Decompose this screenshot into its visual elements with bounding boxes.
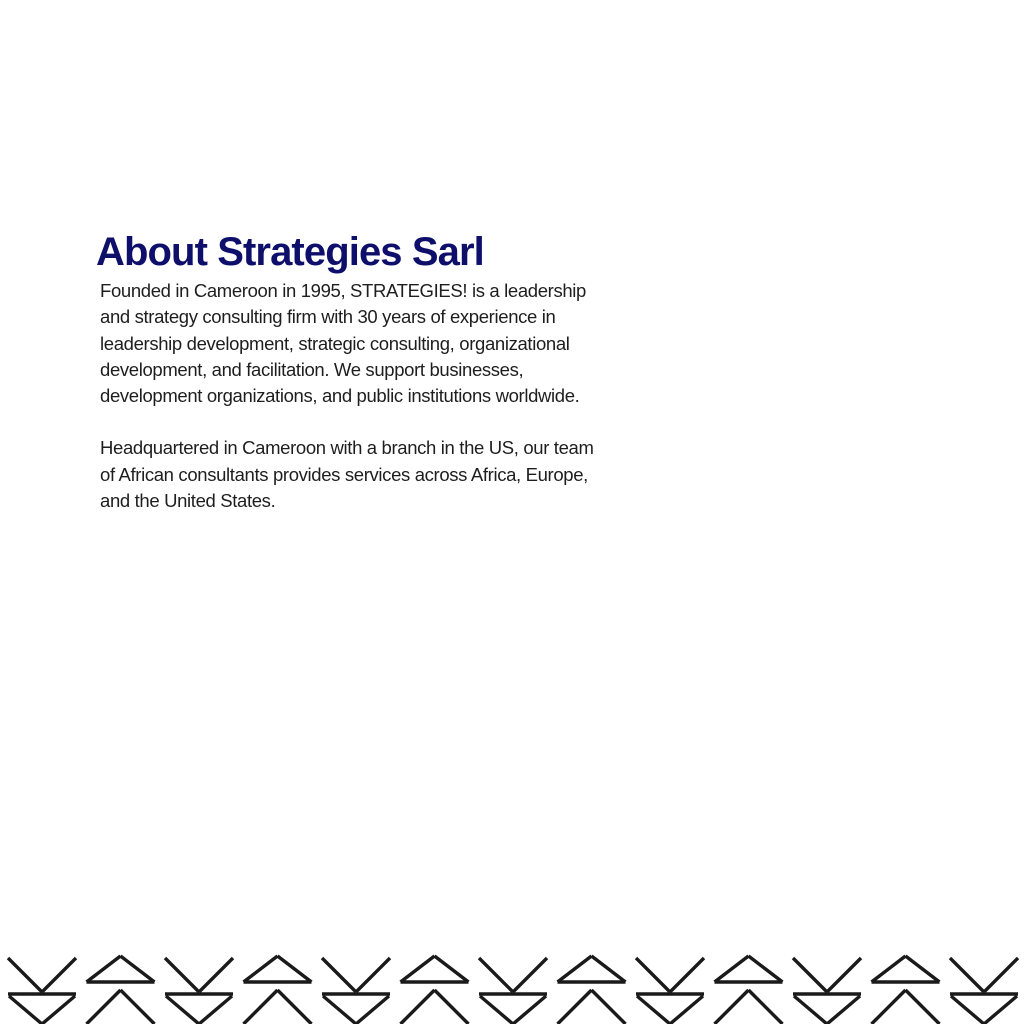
paragraph-line: and strategy consulting firm with 30 years of experience in xyxy=(100,306,556,328)
chevron-down-motif xyxy=(479,958,547,1024)
chevron-down-motif xyxy=(636,958,704,1024)
paragraph-line: development organizations, and public institutions worldwide. xyxy=(100,385,580,407)
paragraph-line: Headquartered in Cameroon with a branch in the US, our team xyxy=(100,437,594,459)
paragraph-spacer xyxy=(96,409,676,435)
chevron-up-motif xyxy=(715,956,783,1024)
chevron-border-pattern xyxy=(0,952,1024,1024)
chevron-up-motif xyxy=(872,956,940,1024)
about-section xyxy=(96,226,676,514)
chevron-down-motif xyxy=(322,958,390,1024)
chevron-down-motif xyxy=(950,958,1018,1024)
chevron-up-motif xyxy=(401,956,469,1024)
paragraph-line: leadership development, strategic consulting, organizational xyxy=(100,332,570,354)
chevron-up-motif xyxy=(244,956,312,1024)
paragraph-line: of African consultants provides services across Africa, Europe, xyxy=(100,463,588,485)
chevron-down-motif xyxy=(793,958,861,1024)
chevron-down-motif xyxy=(165,958,233,1024)
paragraph-line: development, and facilitation. We support businesses, xyxy=(100,358,524,380)
chevron-down-motif xyxy=(8,958,76,1024)
chevron-up-motif xyxy=(87,956,155,1024)
location-paragraph xyxy=(96,435,676,514)
paragraph-line: Founded in Cameroon in 1995, STRATEGIES! is a leadership xyxy=(100,280,586,301)
chevron-up-motif xyxy=(558,956,626,1024)
intro-paragraph xyxy=(96,278,676,409)
page-title: About Strategies Sarl xyxy=(96,230,484,274)
paragraph-line: and the United States. xyxy=(100,490,276,512)
